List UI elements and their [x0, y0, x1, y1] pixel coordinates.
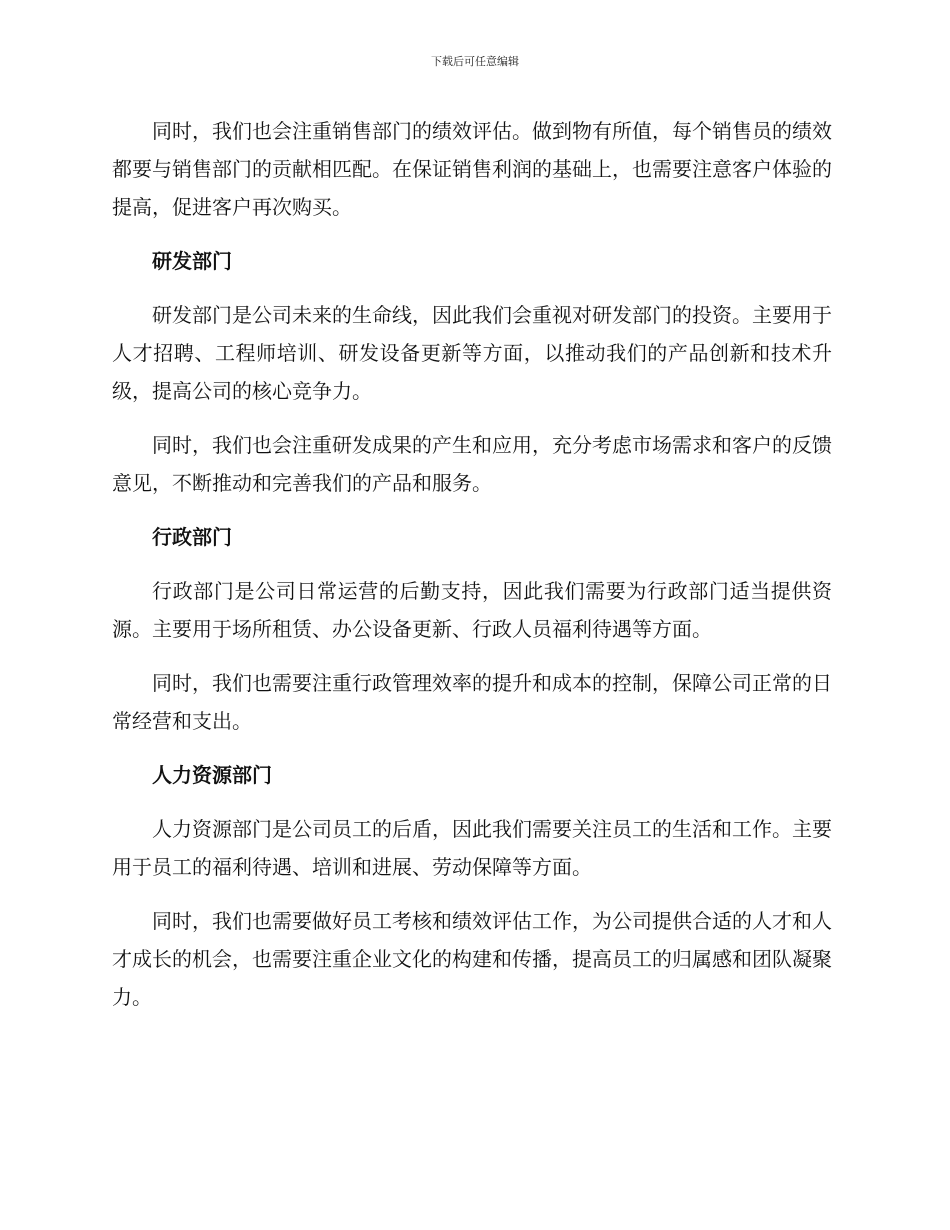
paragraph-sales-evaluation: 同时，我们也会注重销售部门的绩效评估。做到物有所值，每个销售员的绩效都要与销售部门的贡献相匹配。在保证销售利润的基础上，也需要注意客户体验的提高，促进客户再次购买。	[112, 119, 832, 219]
paragraph-rd-results: 同时，我们也会注重研发成果的产生和应用，充分考虑市场需求和客户的反馈意见，不断推动和完善我们的产品和服务。	[112, 433, 832, 495]
section-heading-rd: 研发部门	[152, 249, 232, 273]
document-body	[112, 112, 832, 1032]
paragraph-hr-evaluation: 同时，我们也需要做好员工考核和绩效评估工作，为公司提供合适的人才和人才成长的机会，也需要注重企业文化的构建和传播，提高员工的归属感和团队凝聚力。	[112, 909, 832, 1009]
page-header: 下载后可任意编辑	[431, 55, 519, 68]
section-heading-admin: 行政部门	[152, 525, 232, 549]
paragraph-hr-support: 人力资源部门是公司员工的后盾，因此我们需要关注员工的生活和工作。主要用于员工的福利待遇、培训和进展、劳动保障等方面。	[112, 817, 832, 879]
paragraph-admin-efficiency: 同时，我们也需要注重行政管理效率的提升和成本的控制，保障公司正常的日常经营和支出。	[112, 671, 832, 733]
section-heading-hr: 人力资源部门	[152, 763, 272, 787]
paragraph-admin-resources: 行政部门是公司日常运营的后勤支持，因此我们需要为行政部门适当提供资源。主要用于场所租赁、办公设备更新、行政人员福利待遇等方面。	[112, 579, 832, 641]
paragraph-rd-investment: 研发部门是公司未来的生命线，因此我们会重视对研发部门的投资。主要用于人才招聘、工程师培训、研发设备更新等方面，以推动我们的产品创新和技术升级，提高公司的核心竞争力。	[112, 303, 832, 403]
